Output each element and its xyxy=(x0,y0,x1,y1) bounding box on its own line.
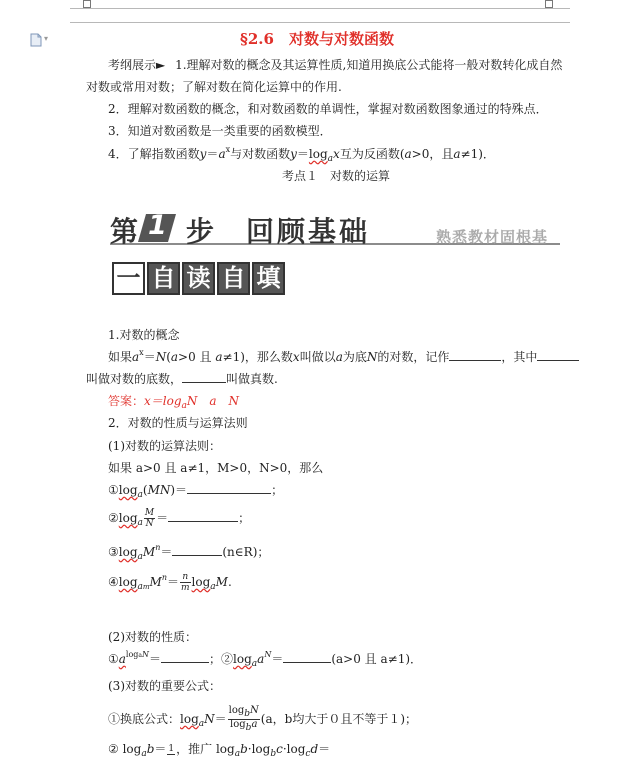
syllabus-item-2: 2．理解对数函数的概念，和对数函数的单调性，掌握对数函数图象通过的特殊点． xyxy=(108,102,548,116)
margin-marker-right[interactable] xyxy=(545,0,553,8)
prop-tail: (a>0 且 a≠1)． xyxy=(331,652,423,666)
step-subheading: 熟悉教材固根基 xyxy=(436,228,549,246)
banner-char-3: 读 xyxy=(182,262,215,295)
fraction-m-over-n: $\frac{M}{N}$ xyxy=(144,508,155,529)
step-prefix: 第 xyxy=(110,215,139,248)
formula-2: ② $\log_ab=$ 1 ，推广 $\log_ab\cdot\log_bc\cdot\log_cd=$ xyxy=(108,742,331,759)
rule-4: $④\log_{am}M^n=$ $\frac{n}{m}$ $\log_aM$. xyxy=(108,572,232,593)
syllabus-line-1 xyxy=(108,56,562,73)
banner-char-1: 一 xyxy=(112,262,145,295)
rule-2: $②\log_a$ $\frac{M}{N}$ ＝ ； xyxy=(108,508,251,529)
section-2-sub-2: (2)对数的性质： xyxy=(108,630,197,644)
formula-2-label: ② xyxy=(108,742,119,756)
s1-text-i: 叫做真数. xyxy=(226,372,278,386)
property-line: $①a^{logaN}=$ ；$②\log_aa^N= (a>0$ 且 a≠1)． xyxy=(108,650,423,669)
step-number: 1 xyxy=(148,210,167,241)
prop-blank-1[interactable] xyxy=(161,650,209,663)
page-top-border-2 xyxy=(70,22,570,23)
item4-text-d: ，且 xyxy=(429,147,454,161)
answer-rest: N a N xyxy=(186,394,240,408)
answer-label: 答案： xyxy=(108,394,145,408)
banner-char-5: 填 xyxy=(252,262,285,295)
item4-text-b: 与对数函数 xyxy=(230,147,291,161)
change-of-base-fraction: $\frac{\text{logbN}}{\text{logba}}$ xyxy=(228,705,259,733)
rule-1: $①\log_a(MN)=$ ； xyxy=(108,483,284,500)
page-title: §2.6 对数与对数函数 xyxy=(240,30,394,48)
rule-4-label: ④ xyxy=(108,575,119,589)
answer-sub: a xyxy=(181,401,187,411)
rule-1-blank[interactable] xyxy=(187,481,271,494)
syllabus-item-1: 1.理解对数的概念及其运算性质,知道用换底公式能将一般对数转化成自然 xyxy=(175,58,563,72)
answer-blank-1[interactable] xyxy=(449,348,501,361)
formula-1: ①换底公式：$\log_aN=$ $\frac{\text{logbN}}{\text{logba}}$ (a，b均大于０且不等于１)； xyxy=(108,705,417,733)
step-heading: 回顾基础 xyxy=(246,215,371,248)
document-icon[interactable] xyxy=(30,33,42,47)
s1-text-d: 叫做以 xyxy=(299,350,336,364)
section-2-condition: 如果 a>0 且 a≠1，M>0，N>0，那么 xyxy=(108,461,324,475)
reciprocal-fraction: 1 xyxy=(168,744,175,754)
s1-text-e: 为底 xyxy=(342,350,367,364)
chevron-down-icon[interactable]: ▾ xyxy=(44,34,49,43)
rule-2-label: ② xyxy=(108,511,119,525)
item4-text-c: 互为反函数( xyxy=(339,147,405,161)
section-2-title: 2．对数的性质与运算法则 xyxy=(108,416,248,430)
answer-text: x＝log xyxy=(144,394,182,408)
rule-3-label: ③ xyxy=(108,545,119,559)
answer-blank-2[interactable] xyxy=(537,348,579,361)
answer-blank-4[interactable] xyxy=(182,370,226,383)
banner-char-4: 自 xyxy=(217,262,250,295)
s1-text-g: ，其中 xyxy=(501,350,538,364)
prop-label-1: ① xyxy=(108,652,119,666)
section-2-sub-1: (1)对数的运算法则： xyxy=(108,439,221,453)
formula-1-label: ①换底公式： xyxy=(108,712,181,726)
step-suffix: 步 xyxy=(186,215,215,248)
rule-3: $③\log_aM^n=$ (n∈R)； xyxy=(108,543,270,562)
rule-2-blank[interactable] xyxy=(168,509,238,522)
rule-1-label: ① xyxy=(108,483,119,497)
syllabus-item-3: 3．知道对数函数是一类重要的函数模型． xyxy=(108,124,332,138)
rule-3-blank[interactable] xyxy=(172,543,222,556)
s1-text-f: 的对数，记作 xyxy=(377,350,450,364)
syllabus-line-2: 对数或常用对数；了解对数在简化运算中的作用. xyxy=(86,80,342,94)
exam-point-heading: 考点１ 对数的运算 xyxy=(282,169,391,183)
section-1-line-2 xyxy=(86,370,278,387)
s1-text-a: 如果 xyxy=(108,350,133,364)
self-study-banner xyxy=(112,262,287,294)
s1-text-c: )，那么数 xyxy=(240,350,293,364)
s1-text-h: 叫做对数的底数， xyxy=(86,372,183,386)
section-1-title: 1.对数的概念 xyxy=(108,328,180,342)
answer-line xyxy=(108,392,239,411)
syllabus-item-4: 4．了解指数函数$y=a^x$与对数函数$y=\log_ax$互为反函数(a>0，且a≠1)． xyxy=(108,145,495,164)
page-top-border xyxy=(70,8,570,9)
section-1-line-1: 如果$a^x=N(a>0$ 且 a≠1)，那么数x叫做以a为底N的对数，记作 ，其中 xyxy=(108,348,579,365)
prop-blank-2[interactable] xyxy=(283,650,331,663)
section-2-sub-3: (3)对数的重要公式： xyxy=(108,679,221,693)
s1-text-b: ( xyxy=(166,350,171,364)
formula-1-tail: (a，b均大于０且不等于１)； xyxy=(260,712,417,726)
item4-text-a: 4．了解指数函数 xyxy=(108,147,200,161)
prop-label-2: ；② xyxy=(209,652,234,666)
syllabus-label: 考纲展示► xyxy=(108,58,166,72)
formula-2-tail: ，推广 xyxy=(176,742,213,756)
item4-text-e: )． xyxy=(478,147,495,161)
margin-marker-left[interactable] xyxy=(83,0,91,8)
fraction-n-over-m: $\frac{n}{m}$ xyxy=(181,572,190,593)
banner-char-2: 自 xyxy=(147,262,180,295)
rule-3-tail: (n∈R)； xyxy=(222,545,270,559)
